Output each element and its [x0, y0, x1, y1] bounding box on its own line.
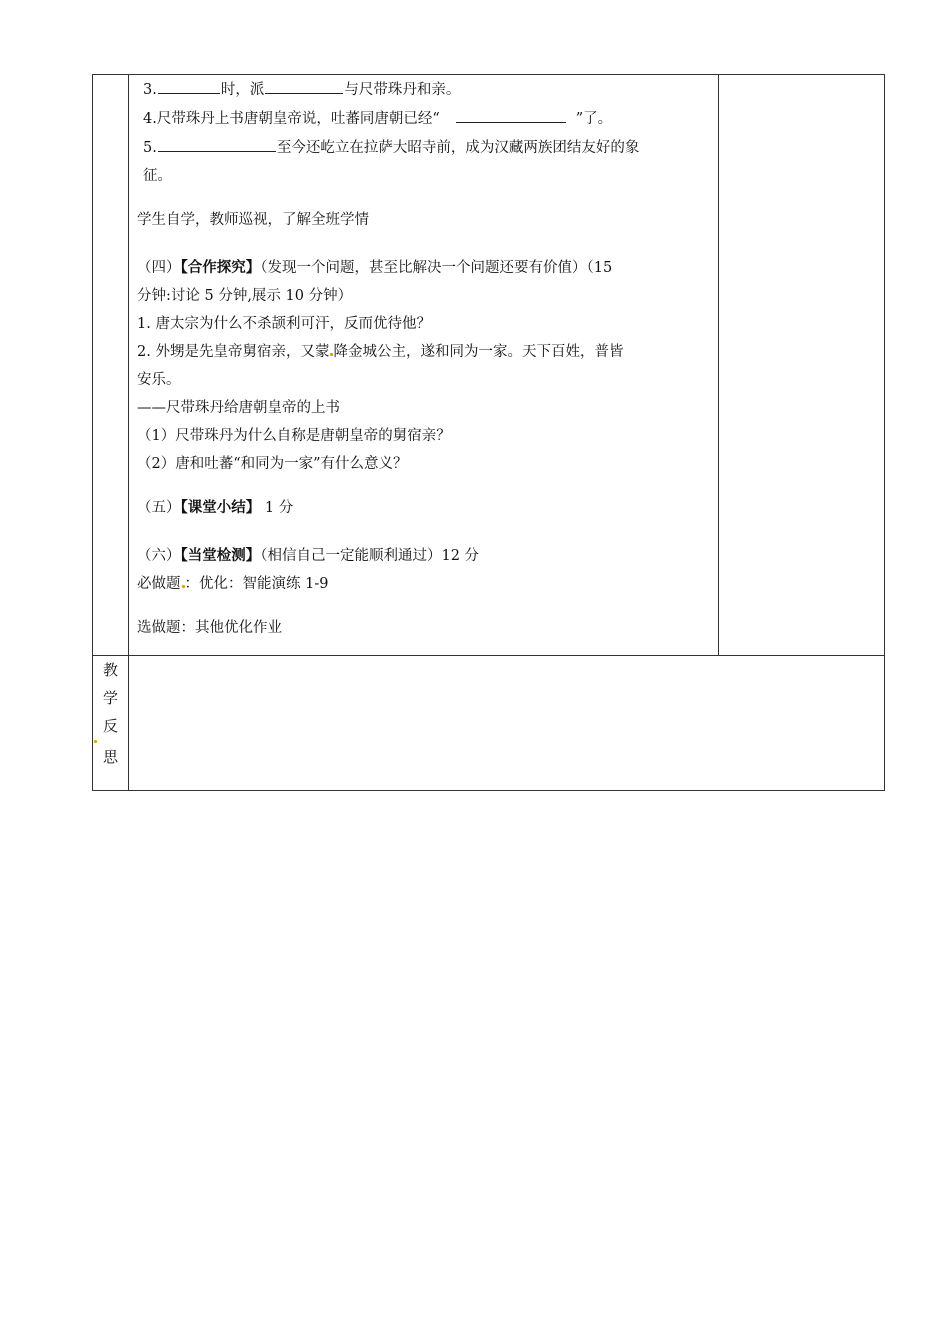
blank-line [158, 75, 220, 94]
reflection-label: 教 学 反 思 [93, 656, 129, 791]
fill-blank-5-cont: 征。 [143, 168, 172, 184]
section4-desc-cont: 分钟:讨论 5 分钟,展示 10 分钟） [137, 288, 353, 304]
content-row [93, 75, 885, 656]
section4-heading: （四）【合作探究】（发现一个问题，甚至比解决一个问题还要有价值）（15 [137, 259, 613, 276]
sub-question-1: （1）尺带珠丹为什么自称是唐朝皇帝的舅宿亲？ [137, 428, 451, 444]
section4-title: 【合作探究】 [180, 259, 261, 276]
reflection-content-cell [129, 656, 885, 791]
section4-question-1: 1. 唐太宗为什么不杀颉利可汗，反而优待他？ [137, 316, 431, 332]
required-homework: 必做题 ：优化：智能演练 1-9 [137, 576, 329, 592]
self-study-note: 学生自学，教师巡视，了解全班学情 [137, 212, 369, 228]
main-content-cell [129, 75, 719, 656]
section5-title: 【课堂小结】 [180, 499, 261, 516]
fill-blank-3: 3. 时，派 与尺带珠丹和亲。 [137, 75, 710, 104]
left-label-cell [93, 75, 129, 656]
fill-blank-4: 4.尺带珠丹上书唐朝皇帝说，吐蕃同唐朝已经“ ”了。 [137, 104, 710, 133]
section4-question-2: 2. 外甥是先皇帝舅宿亲，又蒙 降金城公主，遂和同为一家。天下百姓，普皆 [137, 344, 624, 360]
sub-question-2: （2）唐和吐蕃“和同为一家”有什么意义？ [137, 456, 408, 472]
blank-line [456, 104, 566, 123]
quote-source: ——尺带珠丹给唐朝皇帝的上书 [137, 400, 340, 416]
reflection-row [93, 656, 885, 791]
section5-heading: （五）【课堂小结】 1 分 [137, 499, 294, 516]
right-notes-cell [719, 75, 885, 656]
lesson-plan-table [92, 74, 885, 791]
section6-title: 【当堂检测】 [180, 547, 261, 564]
fill-blank-5: 5. 至今还屹立在拉萨大昭寺前，成为汉藏两族团结友好的象 [137, 133, 710, 162]
optional-homework: 选做题：其他优化作业 [137, 620, 282, 636]
section4-question-2-cont: 安乐。 [137, 372, 181, 388]
section6-heading: （六）【当堂检测】（相信自己一定能顺利通过）12 分 [137, 547, 480, 564]
blank-line [265, 75, 343, 94]
blank-line [158, 133, 276, 152]
